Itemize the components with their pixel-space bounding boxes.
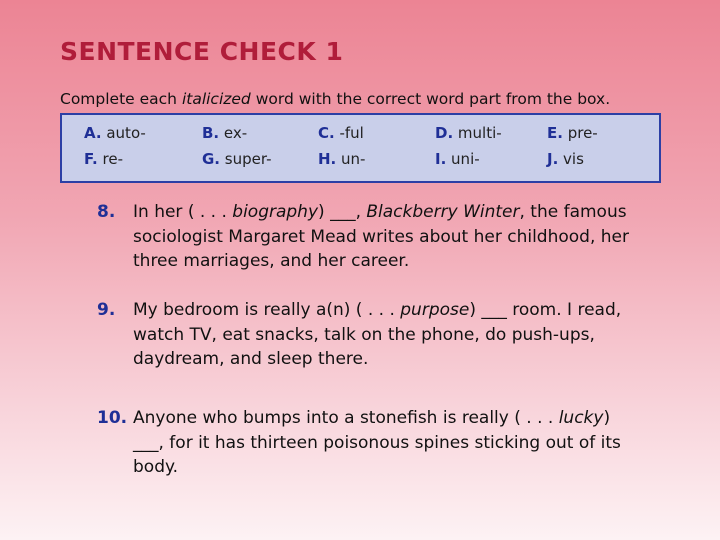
- word-part-g: G. super-: [202, 150, 272, 168]
- word-part-h: H. un-: [318, 150, 366, 168]
- sentence-text: [133, 298, 693, 372]
- sentence-line: watch TV, eat snacks, talk on the phone, do push-ups,: [133, 324, 595, 345]
- word-part-a: A. auto-: [84, 124, 146, 142]
- sentence-line: Anyone who bumps into a stonefish is really ( . . . lucky): [133, 408, 611, 428]
- word-part-j: J. vis: [547, 150, 584, 168]
- sentence-number: 9.: [97, 300, 116, 320]
- sentence-line: In her ( . . . biography) ___, Blackberry Winter, the famous: [133, 202, 627, 222]
- word-part-c: C. -ful: [318, 124, 364, 142]
- word-part-box: [60, 113, 661, 183]
- sentence-line: daydream, and sleep there.: [133, 349, 369, 369]
- instructions: Complete each italicized word with the correct word part from the box.: [60, 90, 611, 108]
- sentence-line: sociologist Margaret Mead writes about her childhood, her: [133, 226, 629, 247]
- word-part-f: F. re-: [84, 150, 123, 168]
- sentence-number: 10.: [97, 408, 128, 428]
- sentence-text: [133, 200, 693, 274]
- sentence-line: three marriages, and her career.: [133, 251, 410, 271]
- word-part-b: B. ex-: [202, 124, 248, 142]
- sentence-text: [133, 406, 693, 480]
- page-title: SENTENCE CHECK 1: [60, 37, 344, 66]
- word-part-e: E. pre-: [547, 124, 598, 142]
- word-part-d: D. multi-: [435, 124, 502, 142]
- sentence-line: ___, for it has thirteen poisonous spines sticking out of its: [133, 432, 621, 453]
- word-part-i: I. uni-: [435, 150, 480, 168]
- sentence-number: 8.: [97, 202, 116, 222]
- sentence-line: My bedroom is really a(n) ( . . . purpose) ___ room. I read,: [133, 300, 622, 320]
- sentence-line: body.: [133, 457, 179, 477]
